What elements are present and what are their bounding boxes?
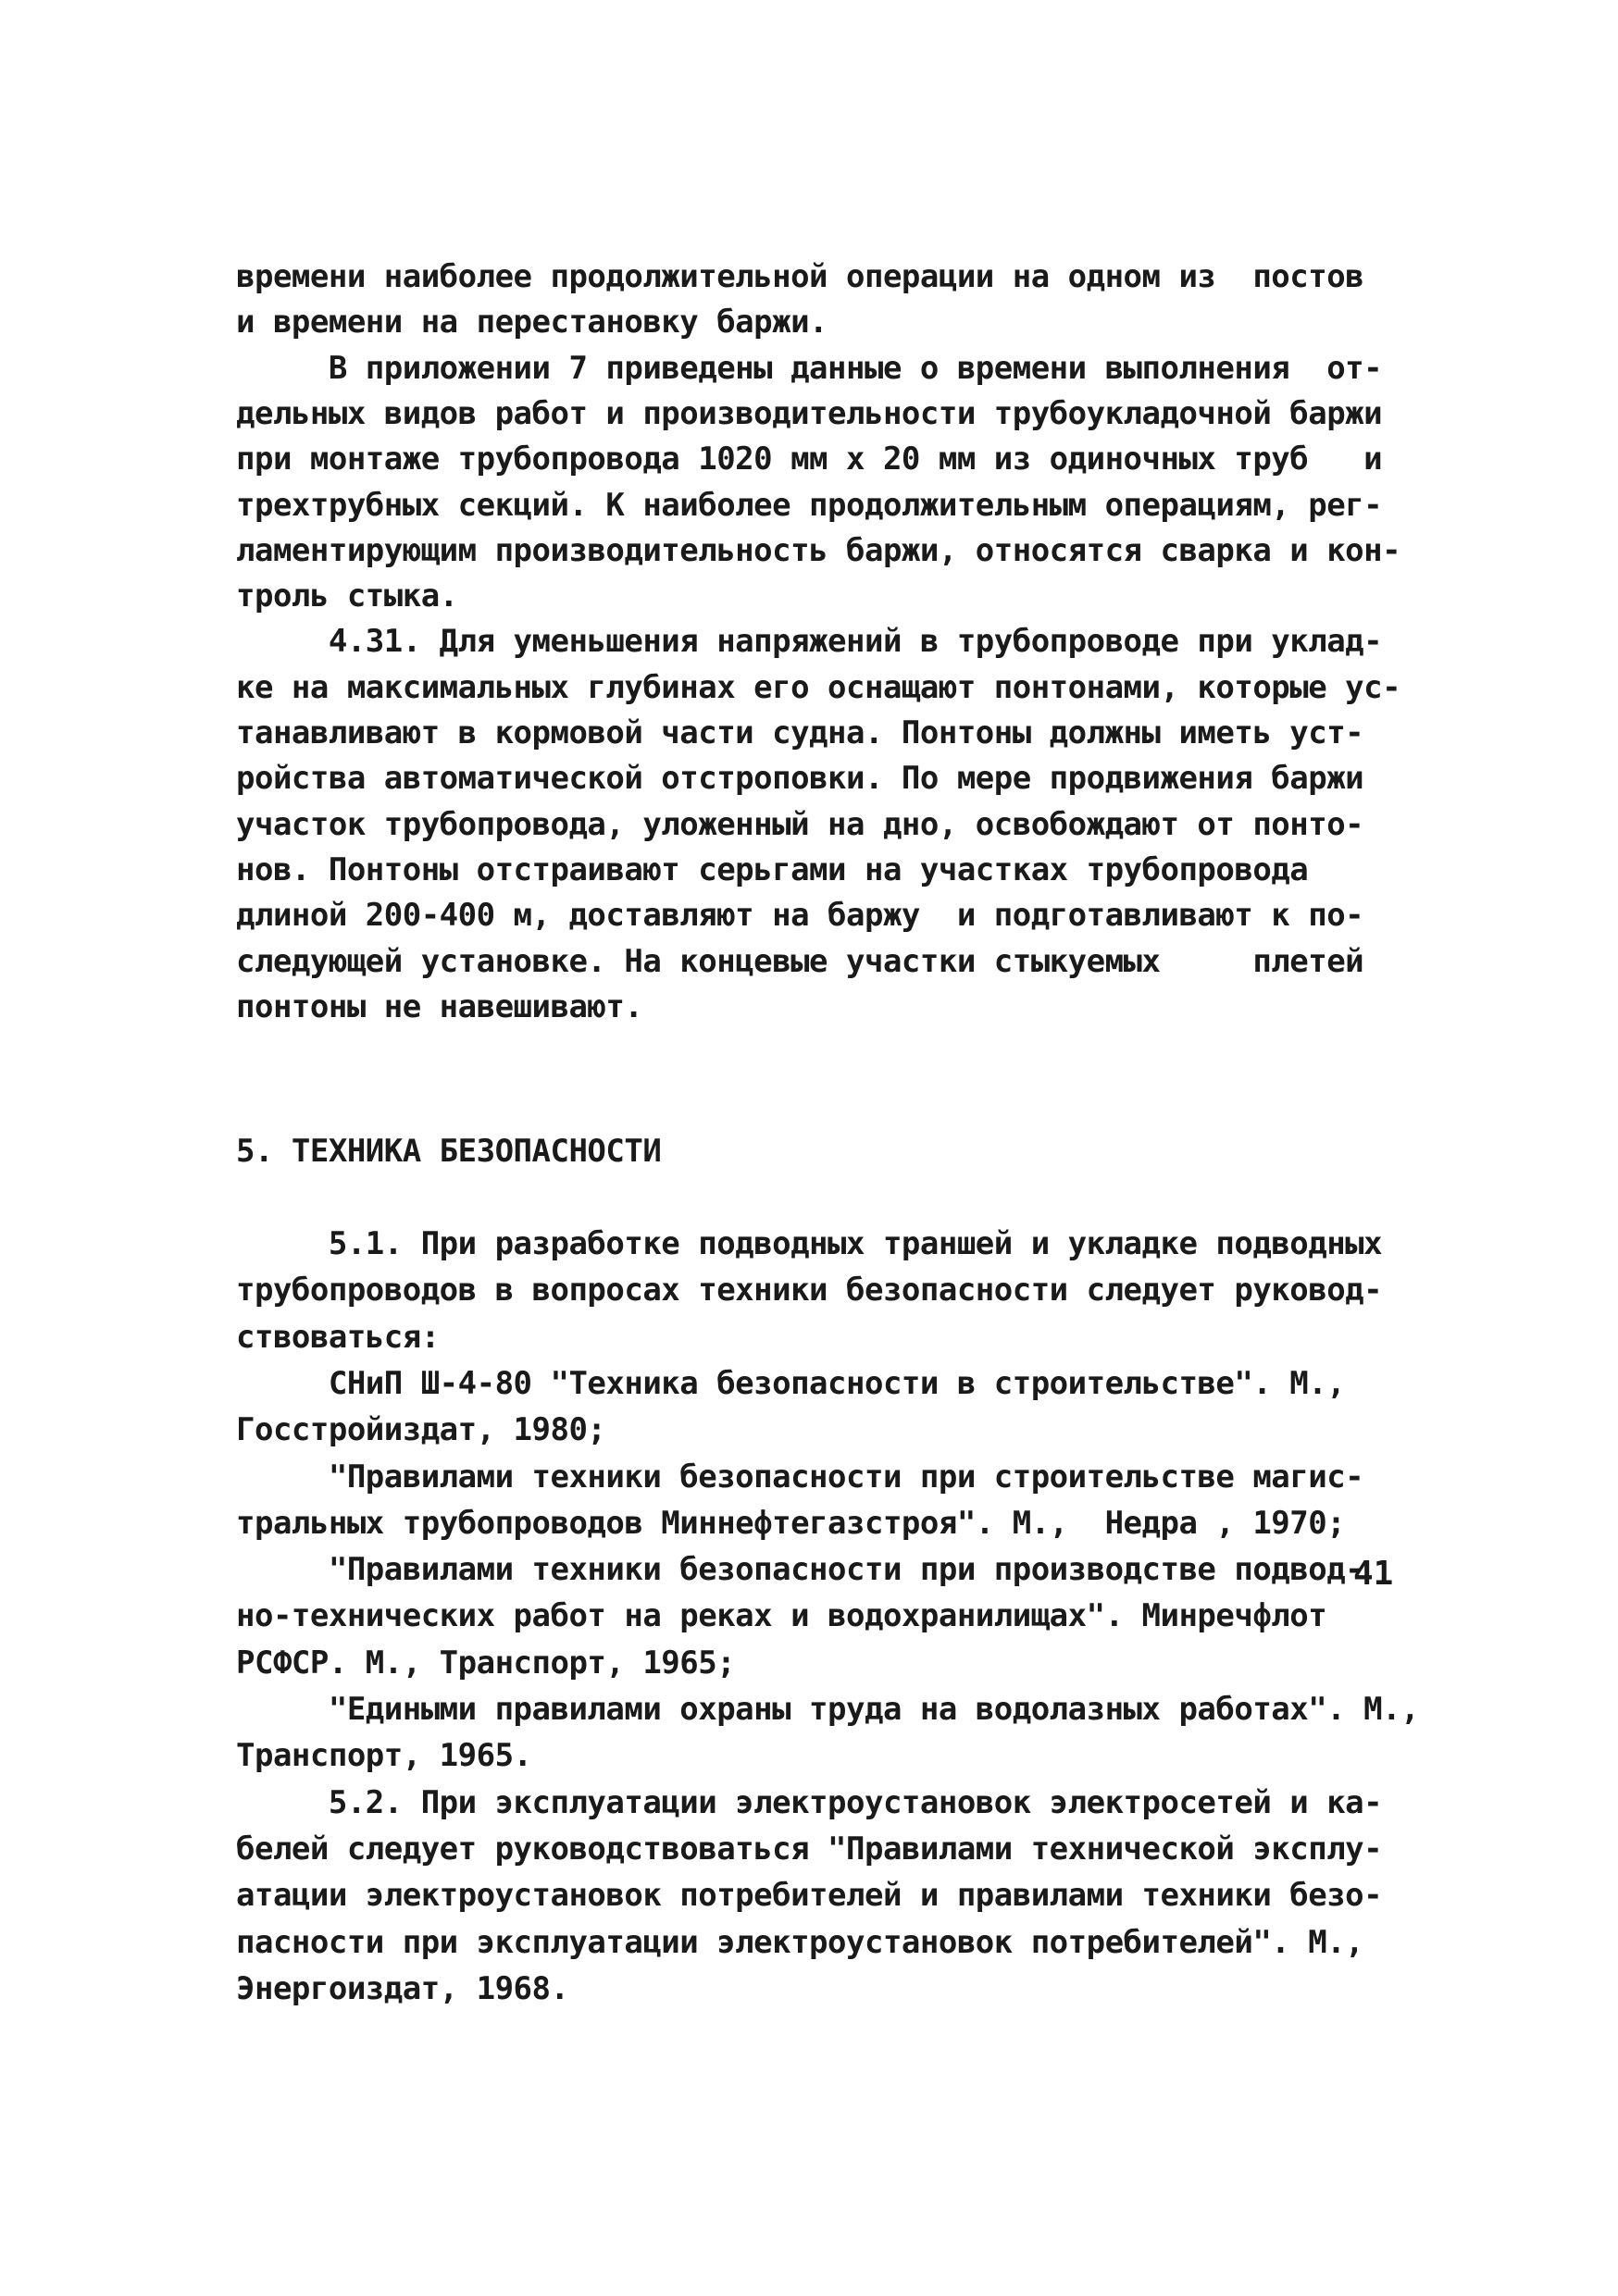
text-line: участок трубопровода, уложенный на дно, освобождают от понто- bbox=[236, 805, 1364, 843]
text-line: "Правилами техники безопасности при строительстве магис- bbox=[236, 1458, 1364, 1496]
text-line: танавливают в кормовой части судна. Понтоны должны иметь уст- bbox=[236, 714, 1364, 751]
text-line: Транспорт, 1965. bbox=[236, 1737, 532, 1775]
text-line: ке на максимальных глубинах его оснащают понтонами, которые ус- bbox=[236, 668, 1401, 706]
text-line: 4.31. Для уменьшения напряжений в трубопроводе при уклад- bbox=[236, 623, 1383, 661]
page-number: 41 bbox=[1353, 1555, 1394, 1593]
text-line: РСФСР. М., Транспорт, 1965; bbox=[236, 1644, 736, 1682]
text-line: белей следует руководствоваться "Правилами технической эксплу- bbox=[236, 1830, 1383, 1868]
text-line: СНиП Ш-4-80 "Техника безопасности в строительстве". М., bbox=[236, 1364, 1346, 1402]
text-line: времени наиболее продолжительной операции на одном из постов bbox=[236, 258, 1364, 295]
text-line: но-технических работ на реках и водохранилищах". Минречфлот bbox=[236, 1597, 1327, 1635]
text-line: "Едиными правилами охраны труда на водолазных работах". М., bbox=[236, 1691, 1420, 1728]
text-line: 5.1. При разработке подводных траншей и укладке подводных bbox=[236, 1225, 1383, 1262]
text-line: трубопроводов в вопросах техники безопасности следует руковод- bbox=[236, 1272, 1383, 1309]
text-line: ройства автоматической отстроповки. По мере продвижения баржи bbox=[236, 760, 1364, 798]
section-heading: 5. ТЕХНИКА БЕЗОПАСНОСТИ bbox=[236, 1133, 662, 1170]
text-line: ламентирующим производительность баржи, относятся сварка и кон- bbox=[236, 531, 1401, 569]
text-line: следующей установке. На концевые участки стыкуемых плетей bbox=[236, 942, 1364, 980]
text-line: длиной 200-400 м, доставляют на баржу и подготавливают к по- bbox=[236, 897, 1364, 935]
text-line: пасности при эксплуатации электроустановок потребителей". М., bbox=[236, 1923, 1364, 1961]
text-line: троль стыка. bbox=[236, 577, 458, 615]
text-line: и времени на перестановку баржи. bbox=[236, 304, 828, 341]
text-line: "Правилами техники безопасности при производстве подвод- bbox=[236, 1551, 1364, 1589]
text-line: дельных видов работ и производительности трубоукладочной баржи bbox=[236, 394, 1383, 432]
text-line: тральных трубопроводов Миннефтегазстроя". М., Недра , 1970; bbox=[236, 1504, 1346, 1542]
text-line: Энергоиздат, 1968. bbox=[236, 1969, 569, 2007]
text-line: В приложении 7 приведены данные о времени выполнения от- bbox=[236, 349, 1383, 387]
text-line: нов. Понтоны отстраивают серьгами на участках трубопровода bbox=[236, 850, 1309, 888]
text-line: при монтаже трубопровода 1020 мм х 20 мм из одиночных труб и bbox=[236, 441, 1383, 478]
text-line: понтоны не навешивают. bbox=[236, 987, 643, 1025]
text-line: атации электроустановок потребителей и правилами техники безо- bbox=[236, 1877, 1383, 1915]
text-line: 5.2. При эксплуатации электроустановок электросетей и ка- bbox=[236, 1783, 1383, 1821]
text-line: ствоваться: bbox=[236, 1318, 440, 1356]
text-line: Госстройиздат, 1980; bbox=[236, 1411, 606, 1449]
text-line: трехтрубных секций. К наиболее продолжительным операциям, рег- bbox=[236, 486, 1383, 524]
